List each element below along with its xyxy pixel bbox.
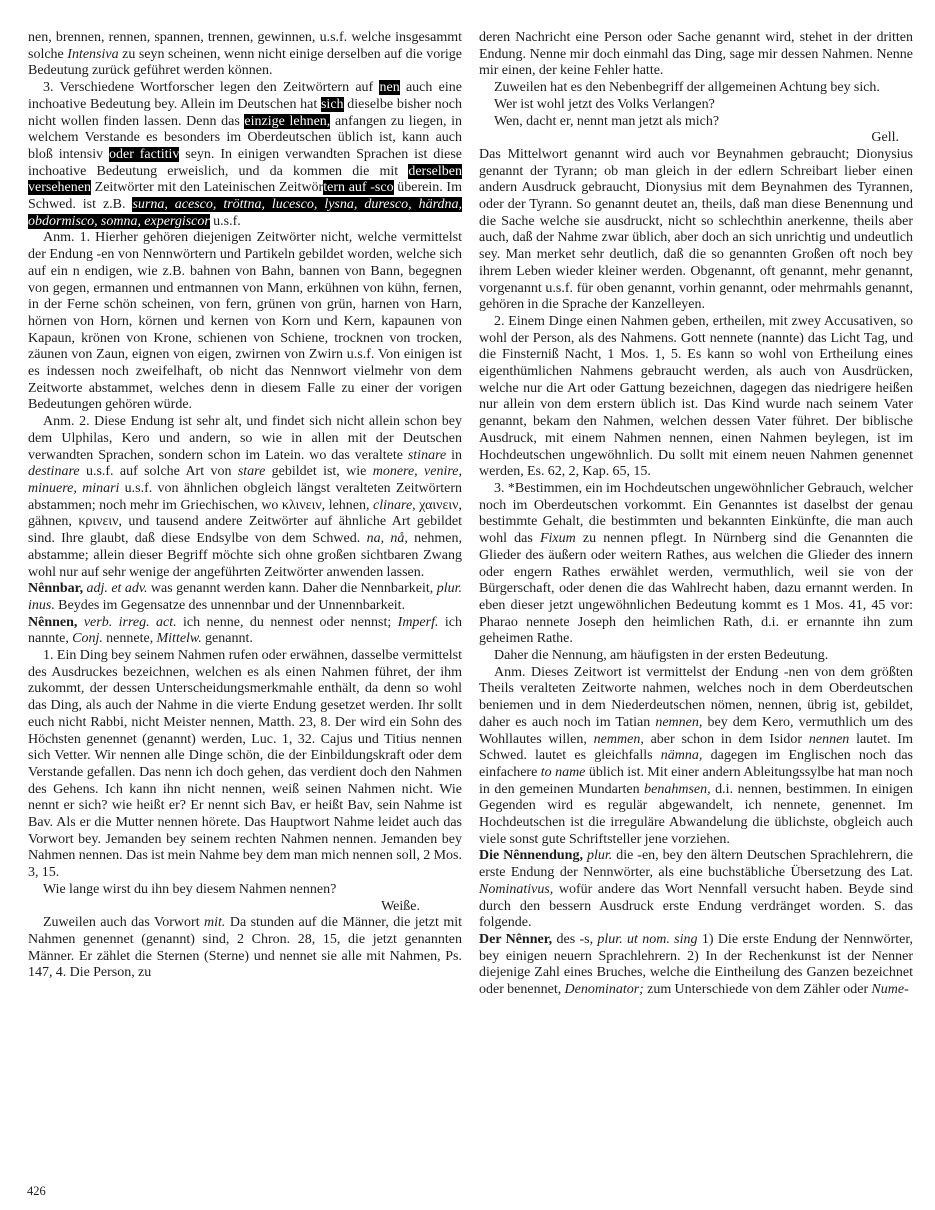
text-run: plur. xyxy=(586,848,613,864)
text-run: in xyxy=(446,447,462,463)
text-run: u.s.f. auf solche Art von xyxy=(79,464,238,480)
text-run: ich nenne, du nennest oder nennst; xyxy=(176,614,398,630)
paragraph xyxy=(479,848,913,932)
text-run: plur. inus. xyxy=(28,581,462,613)
text-run: ich nannte, xyxy=(28,614,463,647)
text-run: Anm. 1. Hierher gehören diejenigen Zeitwörter nicht, welche vermittelst der Endung -en von Nennwörtern und Partikeln gebildet worden, welche sich auf ein n endigen, wie z.B. bahnen von Bahn, bannen von Bann, begegnen von gegen, ermannen und entmannen von Mann, erkühnen von kühn, fernen, in der Ferne schön scheinen, von fern, grünen von grün, harnen von Harn, hörnen von Horn, körnen und kernen von Korn und Kern, kapaunen von Kapaun, krönen von Krone, schienen von Schiene, trocknen von trocken, zäunen von Zaun, eignen von eigen, zwirnen von Zwirn u.s.f. Von einigen ist es indessen noch zweifelhaft, ob nicht das Nennwort vielmehr von dem Zeitworte abstammet, welches denn in diesem Falle zu einer der vorigen Bedeutungen gehören würde. xyxy=(28,230,462,413)
text-run: Daher die Nennung, am häufigsten in der ersten Bedeutung. xyxy=(494,648,829,664)
paragraph xyxy=(28,899,462,916)
text-run: nennete, xyxy=(102,631,157,647)
text-run: zu nennen pflegt. In Nürnberg sind die Genannten die Glieder des äußern oder weitern Rathes, aus welchen die Glieder des innern oder engern Rathes erwählet werden, vermuthlich, weil sie von der Bürgerschaft, oder denen die das Wahlrecht haben, dazu ernannt werden. In eben dieser jetzt ungewöhnlichen Bedeutung kommt es 1 Mos. 41, 45 vor: Pharao nennete Joseph den heimlichen Rath, d.i. er ernannte ihn zum geheimen Rathe. xyxy=(479,531,914,647)
text-run: üblich ist. Mit einer andern Ableitungssylbe hat man noch in den gemeinen Mundarten xyxy=(479,764,914,797)
text-run: Anm. Dieses Zeitwort ist vermittelst der Endung -nen von dem größten Theils veralteten Zeitworte nahmen, welches noch in dem Oberdeutschen beniemen und in dem Niederdeutschen nömen, nennen, übrig ist, gebildet, daher es auch noch im Tatian xyxy=(479,664,913,730)
text-run: Nume- xyxy=(871,982,909,998)
text-run: Gell. xyxy=(871,130,899,146)
paragraph xyxy=(479,30,913,80)
text-run: was genannt werden kann. Daher die Nennbarkeit, xyxy=(147,581,437,597)
paragraph xyxy=(479,114,913,131)
text-run: deren Nachricht eine Person oder Sache genannt wird, stehet in der dritten Endung. Nenne mir doch einmahl das Ding, sage mir dessen Nahmen. Nenne mir einen, der keine Fehler hatte. xyxy=(479,30,913,79)
text-run: bey dem Kero, vermuthlich um des Wohllautes willen, xyxy=(479,714,913,747)
highlighted-text-run: tern auf -sco xyxy=(323,180,394,196)
text-run: Nênnen, xyxy=(28,614,78,630)
text-run: to name xyxy=(540,764,586,780)
text-run: nennen xyxy=(808,731,850,747)
text-run: nämna, xyxy=(660,748,703,764)
text-run: stinare xyxy=(407,447,447,463)
paragraph xyxy=(479,648,913,665)
text-run: Denominator; xyxy=(564,982,644,998)
text-run: Nominativus, xyxy=(479,881,554,897)
text-run: 3. Verschiedene Wortforscher legen den Zeitwörtern auf xyxy=(43,80,380,96)
text-run: Zeitwörter mit den Lateinischen Zeitwör xyxy=(90,180,324,196)
text-run: die -en, bey den ältern Deutschen Sprachlehrern, die erste Endung der Nennwörter, als eine buchstäbliche Übersetzung des Lat. xyxy=(479,848,913,881)
highlighted-text-run: einzige lehnen, xyxy=(244,113,331,129)
text-run: Mittelw. xyxy=(156,631,202,647)
text-run: 2. Einem Dinge einen Nahmen geben, ertheilen, mit zwey Accusativen, so wohl der Person, als des Nahmens. Gott nennete (nannte) das Licht Tag, und die Finsterniß Nacht, 1 Mos. 1, 5. Es kann so wohl von Ertheilung eines eigenthümlichen Nahmens gebraucht werden, als auch von Ausdrücken, welche nur die Art oder Gattung bezeichnen, dagegen das niedrigere heißen nur allein von dem erstern üblich ist. Das Kind wurde nach seinem Vater genannt, bekam den Nahmen, welchen dessen Vater führet. Der biblische Ausdruck, mit einem Nahmen nennen, einen Nahmen beylegen, ist im Hochdeutschen ungewöhnlich. Du sollt mit einem neuen Nahmen genennet werden, Es. 62, 2, Kap. 65, 15. xyxy=(479,313,913,480)
text-run: Da stunden auf die Männer, die jetzt mit Nahmen genennet (genannt) sind, 2 Chron. 28, 15, die jetzt genannten Männer. Er zählet die Sternen (Sterne) und nennet sie alle mit Nahmen, Ps. 147, 4. Die Person, zu xyxy=(28,915,462,981)
text-run: anfangen zu liegen, in welchem Verstande es besonders im Oberdeutschen üblich ist, kann auch bloß intensiv xyxy=(28,113,462,162)
text-run: Nênnbar, xyxy=(28,581,84,597)
paragraph xyxy=(28,30,462,80)
paragraph xyxy=(479,932,913,999)
highlighted-text-run: nen xyxy=(379,80,400,96)
text-run: plur. ut nom. sing xyxy=(597,931,698,947)
text-run: Zuweilen auch das Vorwort xyxy=(43,915,205,931)
paragraph xyxy=(28,80,462,230)
highlighted-text-run: sich xyxy=(320,96,344,112)
text-run: dagegen im Englischen noch das einfachere xyxy=(479,748,914,780)
paragraph xyxy=(479,481,913,648)
text-run: na, nå, xyxy=(366,531,408,547)
highlighted-text-run: derselben versehenen xyxy=(28,163,462,196)
text-run: 3. *Bestimmen, ein im Hochdeutschen ungewöhnlicher Gebrauch, welcher noch im Oberdeutschen vorkommt. Ein Genanntes ist daselbst der genau bestimmte Gehalt, die bestimmten und bekannten Einkünfte, die man auch wohl das xyxy=(479,480,913,547)
text-run: zu seyn scheinen, wenn nicht einige derselben auf die vorige Bedeutung zurück geführet werden können. xyxy=(28,46,462,79)
paragraph xyxy=(28,882,462,899)
paragraph xyxy=(28,581,462,614)
text-run: aber schon in dem Isidor xyxy=(643,731,809,747)
paragraph xyxy=(479,665,913,849)
paragraph xyxy=(28,648,462,882)
text-run: des -s, xyxy=(552,931,598,947)
text-run: 1. Ein Ding bey seinem Nahmen rufen oder erwähnen, dasselbe vermittelst des Ausdruckes bezeichnen, welchen es als einen Nahmen führet, der ihm zukommt, der dessen Unterscheidungsmerkmahle enthält, da denn so wohl das Ding, als auch der Nahme in die vierte Endung gesetzet werden. Ihr sollt euch nicht Rabbi, nicht Meister nennen, Matth. 23, 8. Der wird ein Sohn des Höchsten genennet (genannt) werden, Luc. 1, 32. Cajus und Titius nennen sich Vetter. Wir nennen alle Dinge schön, die der Einbildungskraft oder dem Verstande gefallen. Das nenn ich doch gehen, das verdient doch den Nahmen des Gehens. Ich kann ihn nicht nennen, weiß seinen Nahmen nicht. Wie nennt er sich? wie heißt er? Er nennt sich Bav, er heißt Bav, sein Nahme ist Bav. Als er die Mutter nennen hörete. Das Hauptwort Nahme leidet auch das Vorwort bey. Jemanden bey seinem rechten Nahmen nennen. Jemanden bey Nahmen nennen. Das ist mein Nahme bey dem man mich nennen soll, 2 Mos. 3, 15. xyxy=(28,648,462,881)
text-run: nemnen, xyxy=(655,714,703,730)
text-run: verb. irreg. act. xyxy=(83,614,177,630)
text-run: Conj. xyxy=(72,631,103,647)
text-run: Weiße. xyxy=(381,898,420,914)
paragraph xyxy=(28,414,462,581)
text-run: genannt. xyxy=(201,631,253,647)
right-column xyxy=(479,30,913,1190)
text-run: Wie lange wirst du ihn bey diesem Nahmen nennen? xyxy=(43,881,337,897)
text-run: nemmen, xyxy=(593,731,644,747)
text-run: nehmen, abstamme; allein dieser Begriff möchte sich ohne großen sichtbaren Zwang wohl nur auf sehr wenige der angeführten Zeitwörter anwenden lassen. xyxy=(28,531,462,580)
text-run: dieselbe bisher noch nicht wollen finden lassen. Denn das xyxy=(28,96,462,129)
text-run: überein. Im Schwed. ist z.B. xyxy=(28,180,462,213)
paragraph xyxy=(479,80,913,97)
text-run: Die Nênnendung, xyxy=(479,848,583,864)
text-run: nen, brennen, rennen, spannen, trennen, gewinnen, u.s.f. welche insgesammt solche xyxy=(28,30,462,62)
text-run: Zuweilen hat es den Nebenbegriff der allgemeinen Achtung bey sich. xyxy=(494,80,880,96)
text-run: wofür andere das Wort Nennfall versucht haben. Beyde sind durch den bessern Ausdruck erste Endung verdränget worden. S. das folgende. xyxy=(479,881,913,931)
text-run: Fixum xyxy=(539,531,576,547)
text-run: Beydes im Gegensatze des unnennbar und der Unnennbarkeit. xyxy=(54,597,406,613)
text-run: Anm. 2. Diese Endung ist sehr alt, und findet sich nicht allein schon bey dem Ulphilas, Kero und andern, so wie in allen mit der Deutschen verwandten Sprachen, sondern schon im Latein. wo das veraltete xyxy=(28,414,462,463)
paragraph xyxy=(479,314,913,481)
text-run: auch eine inchoative Bedeutung bey. Allein im Deutschen hat xyxy=(28,80,462,112)
text-run: lautet. Im Schwed. lautet es gleichfalls xyxy=(479,731,913,764)
text-run: benahmsen, xyxy=(644,781,711,797)
text-run: adj. et adv. xyxy=(86,581,148,597)
left-column xyxy=(28,30,462,1190)
text-run: zum Unterschiede von dem Zähler oder xyxy=(643,982,872,998)
text-run: u.s.f. von ähnlichen obgleich längst veralteten Zeitwörtern abstammen; noch mehr im Griechischen, wo κλινειν, lehnen, xyxy=(28,480,462,513)
text-run: mit. xyxy=(204,915,226,931)
text-run: 1) Die erste Endung der Nennwörter, bey einigen neuern Sprachlehrern. 2) In der Rechenkunst ist der Nenner diejenige Zahl eines Bruches, welche die Eintheilung des Ganzen bezeichnet oder benennet, xyxy=(479,931,913,998)
text-run: Intensiva xyxy=(67,46,119,62)
text-run: stare xyxy=(237,464,266,480)
highlighted-text-run: oder factitiv xyxy=(108,146,180,162)
text-run: u.s.f. xyxy=(209,213,241,229)
page-number: 426 xyxy=(27,1184,46,1198)
text-run: monere, venire, minuere, minari xyxy=(28,464,462,496)
paragraph xyxy=(479,130,913,147)
text-run: d.i. nennen, bestimmen. In einigen Gegenden wird es regulär abgewandelt, ich nennete, genennet. Im Hochdeutschen ist die irreguläre Abwandelung die üblichste, obgleich auch viele sonst gute Schriftsteller jene vorziehen. xyxy=(479,781,913,847)
text-run: gebildet ist, wie xyxy=(265,464,373,480)
text-run: Wer ist wohl jetzt des Volks Verlangen? xyxy=(494,96,715,112)
text-run: Der Nênner, xyxy=(479,931,553,947)
paragraph xyxy=(479,97,913,114)
highlighted-text-run: surna, acesco, tröttna, lucesco, lysna, duresco, härdna, obdormisco, somna, expergiscor xyxy=(28,197,462,229)
text-run: Imperf. xyxy=(397,614,439,630)
text-run: , χαινειν, gähnen, κρινειν, und tausend andere Zeitwörter auf ähnliche Art gebildet sind. Ihre glaubt, daß diese Endsylbe von dem Schwed. xyxy=(28,497,462,547)
text-run: Das Mittelwort genannt wird auch vor Beynahmen gebraucht; Dionysius genannt der Tyrann; ob man gleich in der edlern Schreibart lieber einen andern Ausdruck gebraucht, Dionysius mit dem Beynahmen des Tyrannen, oder der Tyrann. So genannt deutet an, theils, daß man diese Benennung und die Sache welche sie ausdruckt, nicht so schlechthin anerkenne, theils aber auch, daß der Nahme zwar üblich, aber doch an sich unrichtig und undeutlich sey. Man merket sehr deutlich, daß die so genannten Großen oft noch bey ihrem Leben wieder kleiner werden. Obgenannt, oft genannt, mehr genannt, vorgenannt u.s.f. für oben genannt, vorhin genannt, oder mehrmahls genannt, gehören in die Sprache der Kanzelleyen. xyxy=(479,146,913,313)
text-run: clinare xyxy=(373,497,413,513)
paragraph xyxy=(479,147,913,314)
paragraph xyxy=(28,615,462,648)
text-run: Wen, dacht er, nennt man jetzt als mich? xyxy=(494,113,720,129)
text-run: seyn. In einigen verwandten Sprachen ist diese inchoative Bedeutung erweislich, und da kommen die mit xyxy=(28,146,462,179)
paragraph xyxy=(28,230,462,414)
paragraph xyxy=(28,915,462,982)
text-run: destinare xyxy=(28,464,80,480)
